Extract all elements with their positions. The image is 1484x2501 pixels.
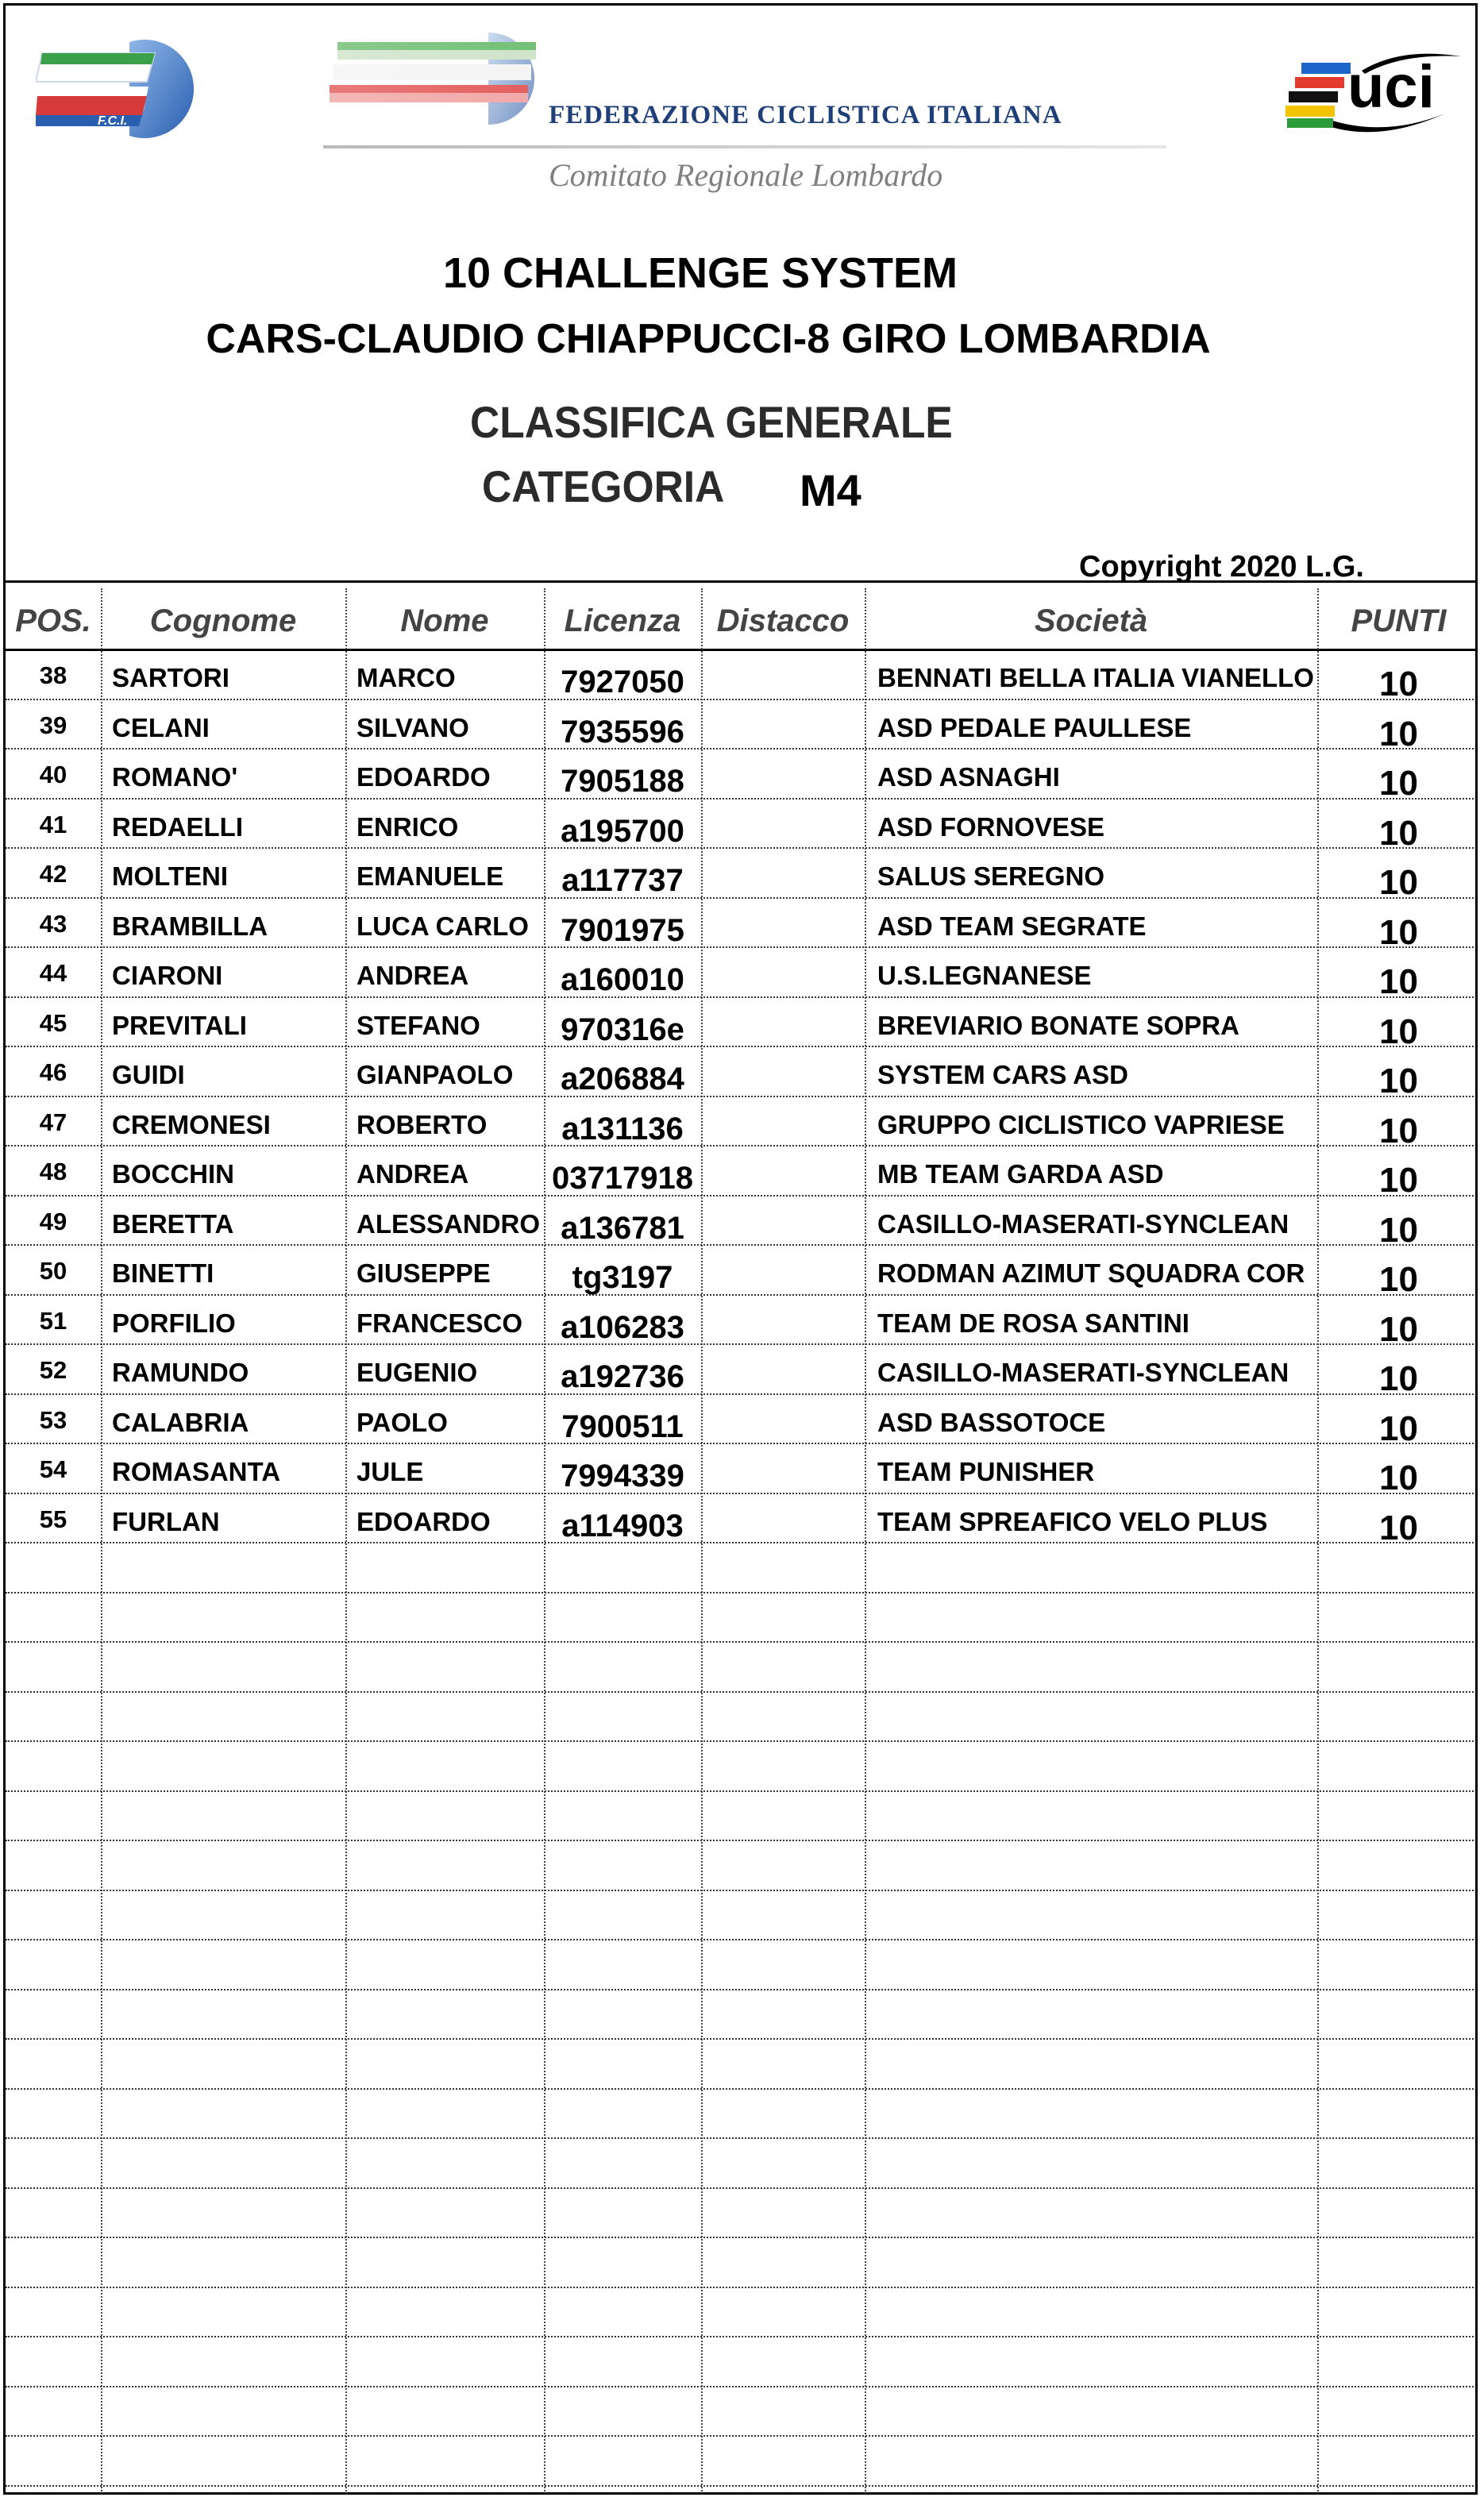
fci-logo xyxy=(36,37,210,141)
team-cell: MB TEAM GARDA ASD xyxy=(877,1159,1164,1189)
first-name-cell: PAOLO xyxy=(357,1408,448,1437)
surname-cell: CALABRIA xyxy=(112,1408,249,1437)
row-divider xyxy=(6,2336,1478,2337)
points-cell: 10 xyxy=(1379,1359,1418,1398)
position-cell: 55 xyxy=(39,1505,67,1533)
points-cell: 10 xyxy=(1379,1409,1418,1448)
points-cell: 10 xyxy=(1379,1012,1418,1051)
column-header-pos: POS. xyxy=(15,603,91,638)
team-cell: ASD FORNOVESE xyxy=(877,812,1105,842)
column-header-licenza: Licenza xyxy=(564,603,681,638)
license-cell: a192736 xyxy=(561,1359,684,1394)
row-divider xyxy=(6,1641,1478,1643)
points-cell: 10 xyxy=(1379,715,1418,753)
license-cell: a117737 xyxy=(561,863,684,898)
first-name-cell: EDOARDO xyxy=(357,1507,491,1536)
row-divider xyxy=(6,1046,1478,1047)
points-cell: 10 xyxy=(1379,764,1418,803)
team-cell: U.S.LEGNANESE xyxy=(877,961,1092,990)
first-name-cell: ANDREA xyxy=(357,961,469,990)
license-cell: 7905188 xyxy=(561,764,684,799)
position-cell: 46 xyxy=(39,1058,67,1086)
surname-cell: RAMUNDO xyxy=(112,1358,249,1387)
row-divider xyxy=(6,996,1478,998)
license-cell: a114903 xyxy=(561,1509,684,1543)
license-cell: tg3197 xyxy=(572,1260,673,1295)
points-cell: 10 xyxy=(1379,814,1418,853)
row-divider xyxy=(6,1443,1478,1444)
surname-cell: BRAMBILLA xyxy=(112,911,268,941)
column-divider xyxy=(101,588,102,2495)
first-name-cell: ROBERTO xyxy=(357,1110,488,1139)
row-divider xyxy=(6,1096,1478,1097)
column-divider xyxy=(345,588,347,2495)
position-cell: 49 xyxy=(39,1208,67,1235)
column-header-nome: Nome xyxy=(400,603,489,638)
column-header-punti: PUNTI xyxy=(1351,603,1447,638)
row-divider xyxy=(6,748,1478,750)
surname-cell: ROMANO' xyxy=(112,762,238,792)
points-cell: 10 xyxy=(1379,1260,1418,1299)
surname-cell: BINETTI xyxy=(112,1258,214,1288)
surname-cell: ROMASANTA xyxy=(112,1457,281,1486)
license-cell: 7994339 xyxy=(561,1459,684,1493)
license-cell: a106283 xyxy=(561,1310,684,1345)
points-cell: 10 xyxy=(1379,962,1418,1001)
team-cell: TEAM PUNISHER xyxy=(877,1457,1095,1486)
team-cell: SYSTEM CARS ASD xyxy=(877,1060,1128,1089)
first-name-cell: EDOARDO xyxy=(357,762,491,792)
position-cell: 41 xyxy=(39,811,67,838)
points-cell: 10 xyxy=(1379,863,1418,902)
surname-cell: SARTORI xyxy=(112,663,229,692)
row-divider xyxy=(6,1691,1478,1693)
surname-cell: CREMONESI xyxy=(112,1110,271,1139)
license-cell: 7901975 xyxy=(561,913,684,948)
position-cell: 39 xyxy=(39,711,67,739)
position-cell: 50 xyxy=(39,1257,67,1285)
first-name-cell: EUGENIO xyxy=(357,1358,478,1387)
row-divider xyxy=(6,1890,1478,1891)
row-divider xyxy=(6,1989,1478,1990)
category-value: M4 xyxy=(800,465,861,515)
team-cell: CASILLO-MASERATI-SYNCLEAN xyxy=(877,1358,1289,1387)
team-cell: TEAM SPREAFICO VELO PLUS xyxy=(877,1507,1268,1536)
license-cell: 03717918 xyxy=(552,1161,693,1196)
first-name-cell: LUCA CARLO xyxy=(357,911,529,941)
copyright-notice: Copyright 2020 L.G. xyxy=(1079,550,1364,584)
event-subtitle: CARS-CLAUDIO CHIAPPUCCI-8 GIRO LOMBARDIA xyxy=(206,316,1211,362)
row-divider xyxy=(6,1145,1478,1146)
svg-text:F.C.I.: F.C.I. xyxy=(98,114,128,128)
row-divider xyxy=(6,1740,1478,1742)
row-divider xyxy=(6,897,1478,899)
row-divider xyxy=(6,2038,1478,2040)
row-divider xyxy=(6,2088,1478,2090)
license-cell: a136781 xyxy=(561,1211,684,1246)
position-cell: 47 xyxy=(39,1108,67,1136)
points-cell: 10 xyxy=(1379,1161,1418,1200)
row-divider xyxy=(6,1840,1478,1841)
first-name-cell: EMANUELE xyxy=(357,861,504,891)
row-divider xyxy=(6,798,1478,800)
category-label: CATEGORIA xyxy=(482,461,725,511)
team-cell: SALUS SEREGNO xyxy=(877,861,1105,891)
license-cell: 7935596 xyxy=(561,715,684,750)
row-divider xyxy=(6,1393,1478,1395)
column-divider xyxy=(701,588,703,2495)
uci-logo xyxy=(1282,39,1473,144)
header-bottom-rule xyxy=(6,649,1478,651)
row-divider xyxy=(6,1294,1478,1296)
team-cell: GRUPPO CICLISTICO VAPRIESE xyxy=(877,1110,1285,1139)
row-divider xyxy=(6,699,1478,700)
row-divider xyxy=(6,2137,1478,2139)
points-cell: 10 xyxy=(1379,1310,1418,1349)
position-cell: 48 xyxy=(39,1158,67,1185)
row-divider xyxy=(6,2386,1478,2387)
surname-cell: BERETTA xyxy=(112,1209,234,1239)
position-cell: 38 xyxy=(39,661,67,689)
points-cell: 10 xyxy=(1379,665,1418,703)
row-divider xyxy=(6,847,1478,849)
points-cell: 10 xyxy=(1379,1509,1418,1547)
column-header-cognome: Cognome xyxy=(149,603,297,638)
first-name-cell: GIANPAOLO xyxy=(357,1060,514,1089)
header-divider xyxy=(323,145,1166,148)
license-cell: 7900511 xyxy=(561,1409,684,1444)
surname-cell: MOLTENI xyxy=(112,861,229,891)
license-cell: a195700 xyxy=(561,814,684,849)
team-cell: RODMAN AZIMUT SQUADRA COR xyxy=(877,1258,1305,1288)
row-divider xyxy=(6,2485,1478,2487)
position-cell: 51 xyxy=(39,1307,67,1335)
surname-cell: REDAELLI xyxy=(112,812,243,842)
surname-cell: GUIDI xyxy=(112,1060,185,1089)
points-cell: 10 xyxy=(1379,1112,1418,1150)
position-cell: 40 xyxy=(39,761,67,788)
row-divider xyxy=(6,1542,1478,1543)
points-cell: 10 xyxy=(1379,1211,1418,1250)
license-cell: 7927050 xyxy=(561,665,684,699)
team-cell: BREVIARIO BONATE SOPRA xyxy=(877,1011,1239,1040)
first-name-cell: MARCO xyxy=(357,663,456,692)
surname-cell: BOCCHIN xyxy=(112,1159,234,1189)
points-cell: 10 xyxy=(1379,913,1418,952)
first-name-cell: JULE xyxy=(357,1457,424,1486)
ranking-heading: CLASSIFICA GENERALE xyxy=(470,397,953,447)
first-name-cell: GIUSEPPE xyxy=(357,1258,491,1288)
position-cell: 44 xyxy=(39,959,67,987)
license-cell: 970316e xyxy=(561,1012,684,1047)
row-divider xyxy=(6,2187,1478,2189)
team-cell: ASD ASNAGHI xyxy=(877,762,1060,792)
svg-text:uci: uci xyxy=(1347,53,1435,121)
license-cell: a160010 xyxy=(561,962,684,997)
row-divider xyxy=(6,2237,1478,2238)
position-cell: 43 xyxy=(39,910,67,938)
team-cell: ASD TEAM SEGRATE xyxy=(877,911,1147,941)
row-divider xyxy=(6,946,1478,948)
points-cell: 10 xyxy=(1379,1459,1418,1497)
results-sheet xyxy=(3,3,1478,2495)
federation-banner-logo xyxy=(322,29,560,133)
surname-cell: FURLAN xyxy=(112,1507,220,1536)
row-divider xyxy=(6,1343,1478,1345)
position-cell: 54 xyxy=(39,1455,67,1483)
team-cell: BENNATI BELLA ITALIA VIANELLO xyxy=(877,663,1314,692)
team-cell: ASD BASSOTOCE xyxy=(877,1408,1106,1437)
surname-cell: PREVITALI xyxy=(112,1011,247,1040)
team-cell: TEAM DE ROSA SANTINI xyxy=(877,1308,1189,1338)
surname-cell: CIARONI xyxy=(112,961,223,990)
column-header-societa: Società xyxy=(1034,603,1148,638)
first-name-cell: STEFANO xyxy=(357,1011,480,1040)
team-cell: ASD PEDALE PAULLESE xyxy=(877,713,1192,742)
license-cell: a131136 xyxy=(561,1112,684,1146)
first-name-cell: SILVANO xyxy=(357,713,469,742)
position-cell: 45 xyxy=(39,1009,67,1037)
event-title: 10 CHALLENGE SYSTEM xyxy=(442,249,958,297)
row-divider xyxy=(6,1244,1478,1246)
row-divider xyxy=(6,1939,1478,1940)
row-divider xyxy=(6,2435,1478,2437)
position-cell: 53 xyxy=(39,1406,67,1434)
first-name-cell: ANDREA xyxy=(357,1159,469,1189)
surname-cell: CELANI xyxy=(112,713,210,742)
federation-name: FEDERAZIONE CICLISTICA ITALIANA xyxy=(549,101,1062,129)
team-cell: CASILLO-MASERATI-SYNCLEAN xyxy=(877,1209,1289,1239)
column-divider xyxy=(865,588,866,2495)
first-name-cell: ENRICO xyxy=(357,812,459,842)
license-cell: a206884 xyxy=(561,1062,684,1096)
table-top-rule xyxy=(6,580,1478,583)
position-cell: 52 xyxy=(39,1356,67,1384)
row-divider xyxy=(6,1790,1478,1792)
position-cell: 42 xyxy=(39,860,67,888)
first-name-cell: ALESSANDRO xyxy=(357,1209,541,1239)
surname-cell: PORFILIO xyxy=(112,1308,236,1338)
first-name-cell: FRANCESCO xyxy=(357,1308,523,1338)
row-divider xyxy=(6,1493,1478,1494)
row-divider xyxy=(6,1592,1478,1593)
row-divider xyxy=(6,1195,1478,1197)
column-header-distacco: Distacco xyxy=(716,603,850,638)
row-divider xyxy=(6,2287,1478,2288)
points-cell: 10 xyxy=(1379,1062,1418,1100)
regional-committee: Comitato Regionale Lombardo xyxy=(549,157,943,193)
